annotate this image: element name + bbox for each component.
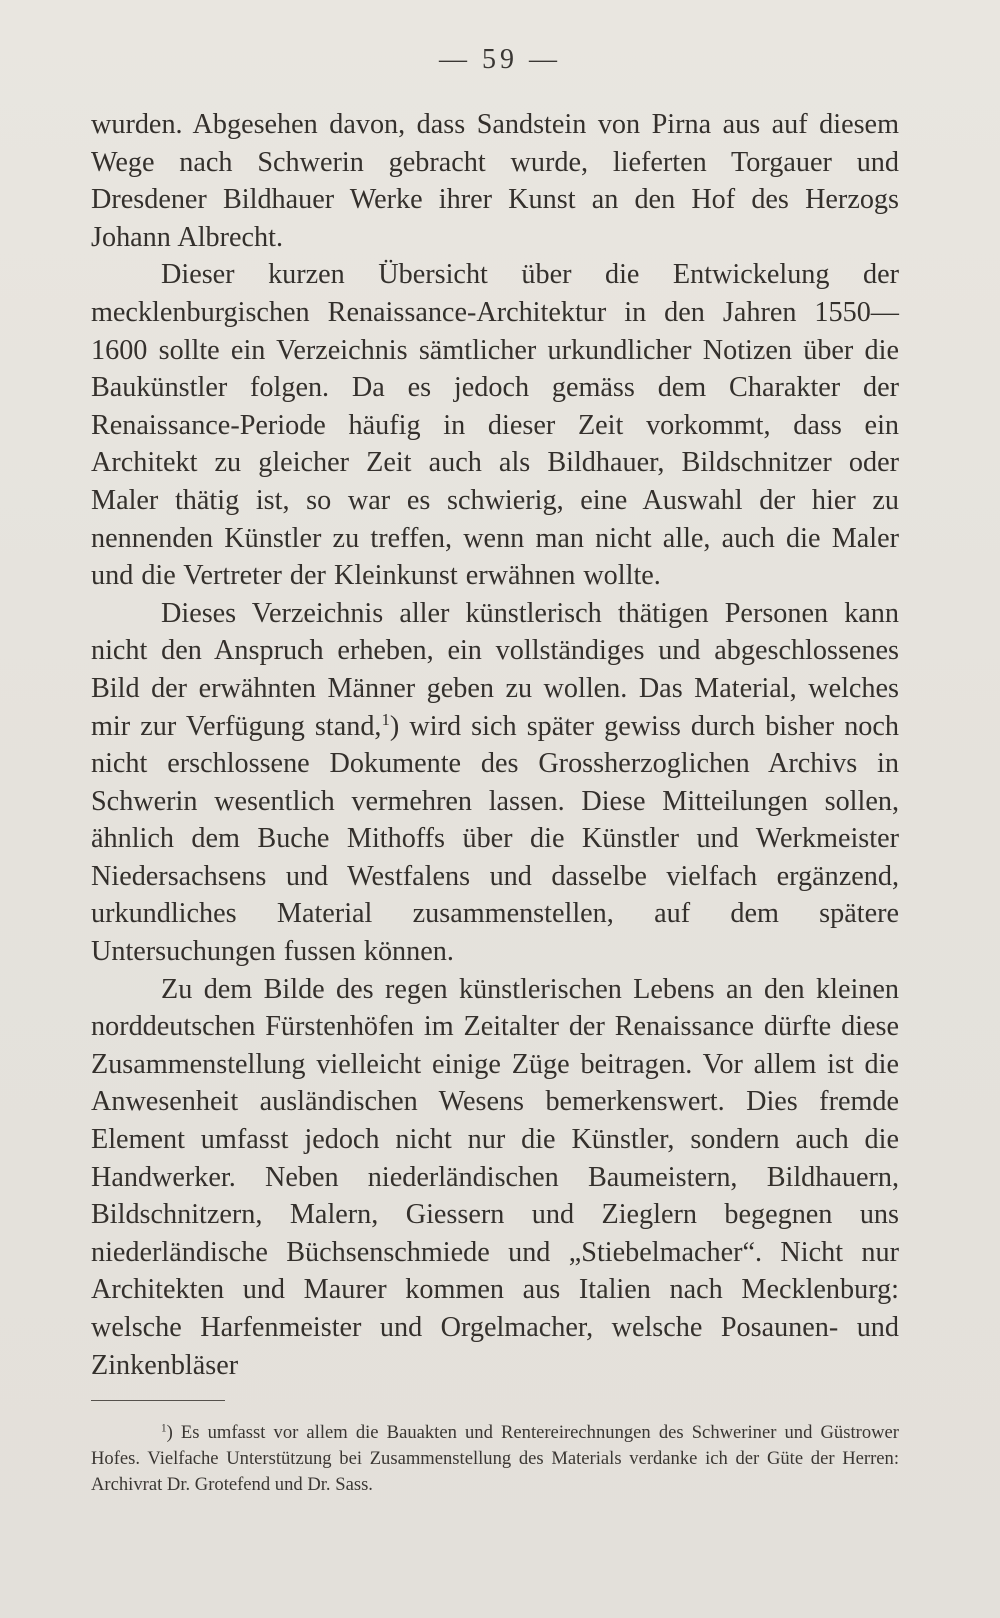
page-number: — 59 — xyxy=(439,44,561,75)
footnote-1-text: ) Es umfasst vor allem die Bauakten und Rentereirechnungen des Schweriner und Güstrower Hofes. Vielfache Unterstützung bei Zusammenstellung des Materials verdanke ich der Güte der Herren: Archivrat Dr. Grotefend und Dr. Sass. xyxy=(91,1422,899,1495)
paragraph-3-text-after: ) wird sich später gewiss durch bisher noch nicht erschlossene Dokumente des Grossherzoglichen Archivs in Schwerin wesentlich vermehren lassen. Diese Mitteilungen sollen, ähnlich dem Buche Mithoffs über die Künstler und Werkmeister Niedersachsens und Westfalens und dasselbe vielfach ergänzend, urkundliches Material zusammenstellen, auf dem spätere Untersuchungen fussen können. xyxy=(91,710,899,968)
paragraph-4: Zu dem Bilde des regen künstlerischen Lebens an den kleinen norddeutschen Fürstenhöfen im Zeitalter der Renaissance dürfte diese Zusammenstellung vielleicht einige Züge beitragen. Vor allem ist die Anwesenheit ausländischen Wesens bemerkenswert. Dies fremde Element umfasst jedoch nicht nur die Künstler, sondern auch die Handwerker. Neben niederländischen Baumeistern, Bildhauern, Bildschnitzern, Malern, Giessern und Zieglern begegnen uns niederländische Büchsenschmiede und „Stiebelmacher“. Nicht nur Architekten und Maurer kommen aus Italien nach Mecklenburg: welsche Harfenmeister und Orgelmacher, welsche Posaunen- und Zinkenbläser xyxy=(91,973,899,1381)
footnote-reference-1: 1 xyxy=(381,709,390,729)
footnote-1-marker: 1 xyxy=(161,1422,167,1435)
paragraph-3 xyxy=(91,595,899,971)
footnote-1 xyxy=(91,1420,899,1498)
paragraph-1: wurden. Abgesehen davon, dass Sandstein von Pirna aus auf diesem Wege nach Schwerin gebracht wurde, lieferten Torgauer und Dresdener Bildhauer Werke ihrer Kunst an den Hof des Herzogs Johann Albrecht. xyxy=(91,109,899,253)
footnote-divider xyxy=(91,1400,225,1401)
paragraph-2: Dieser kurzen Übersicht über die Entwickelung der mecklenburgischen Renaissance-Architektur in den Jahren 1550—1600 sollte ein Verzeichnis sämtlicher urkundlicher Notizen über die Baukünstler folgen. Da es jedoch gemäss dem Charakter der Renaissance-Periode häufig in dieser Zeit vorkommt, dass ein Architekt zu gleicher Zeit auch als Bildhauer, Bildschnitzer oder Maler thätig ist, so war es schwierig, eine Auswahl der hier zu nennenden Künstler zu treffen, wenn man nicht alle, auch die Maler und die Vertreter der Kleinkunst erwähnen wollte. xyxy=(91,259,899,592)
paragraph-3-text-before: Dieses Verzeichnis aller künstlerisch thätigen Personen kann nicht den Anspruch erheben, ein vollständiges und abgeschlossenes Bild der erwähnten Männer geben zu wollen. Das Material, welches mir zur Verfügung stand, xyxy=(91,597,899,742)
body-text xyxy=(91,106,899,1384)
footnotes xyxy=(91,1420,899,1498)
